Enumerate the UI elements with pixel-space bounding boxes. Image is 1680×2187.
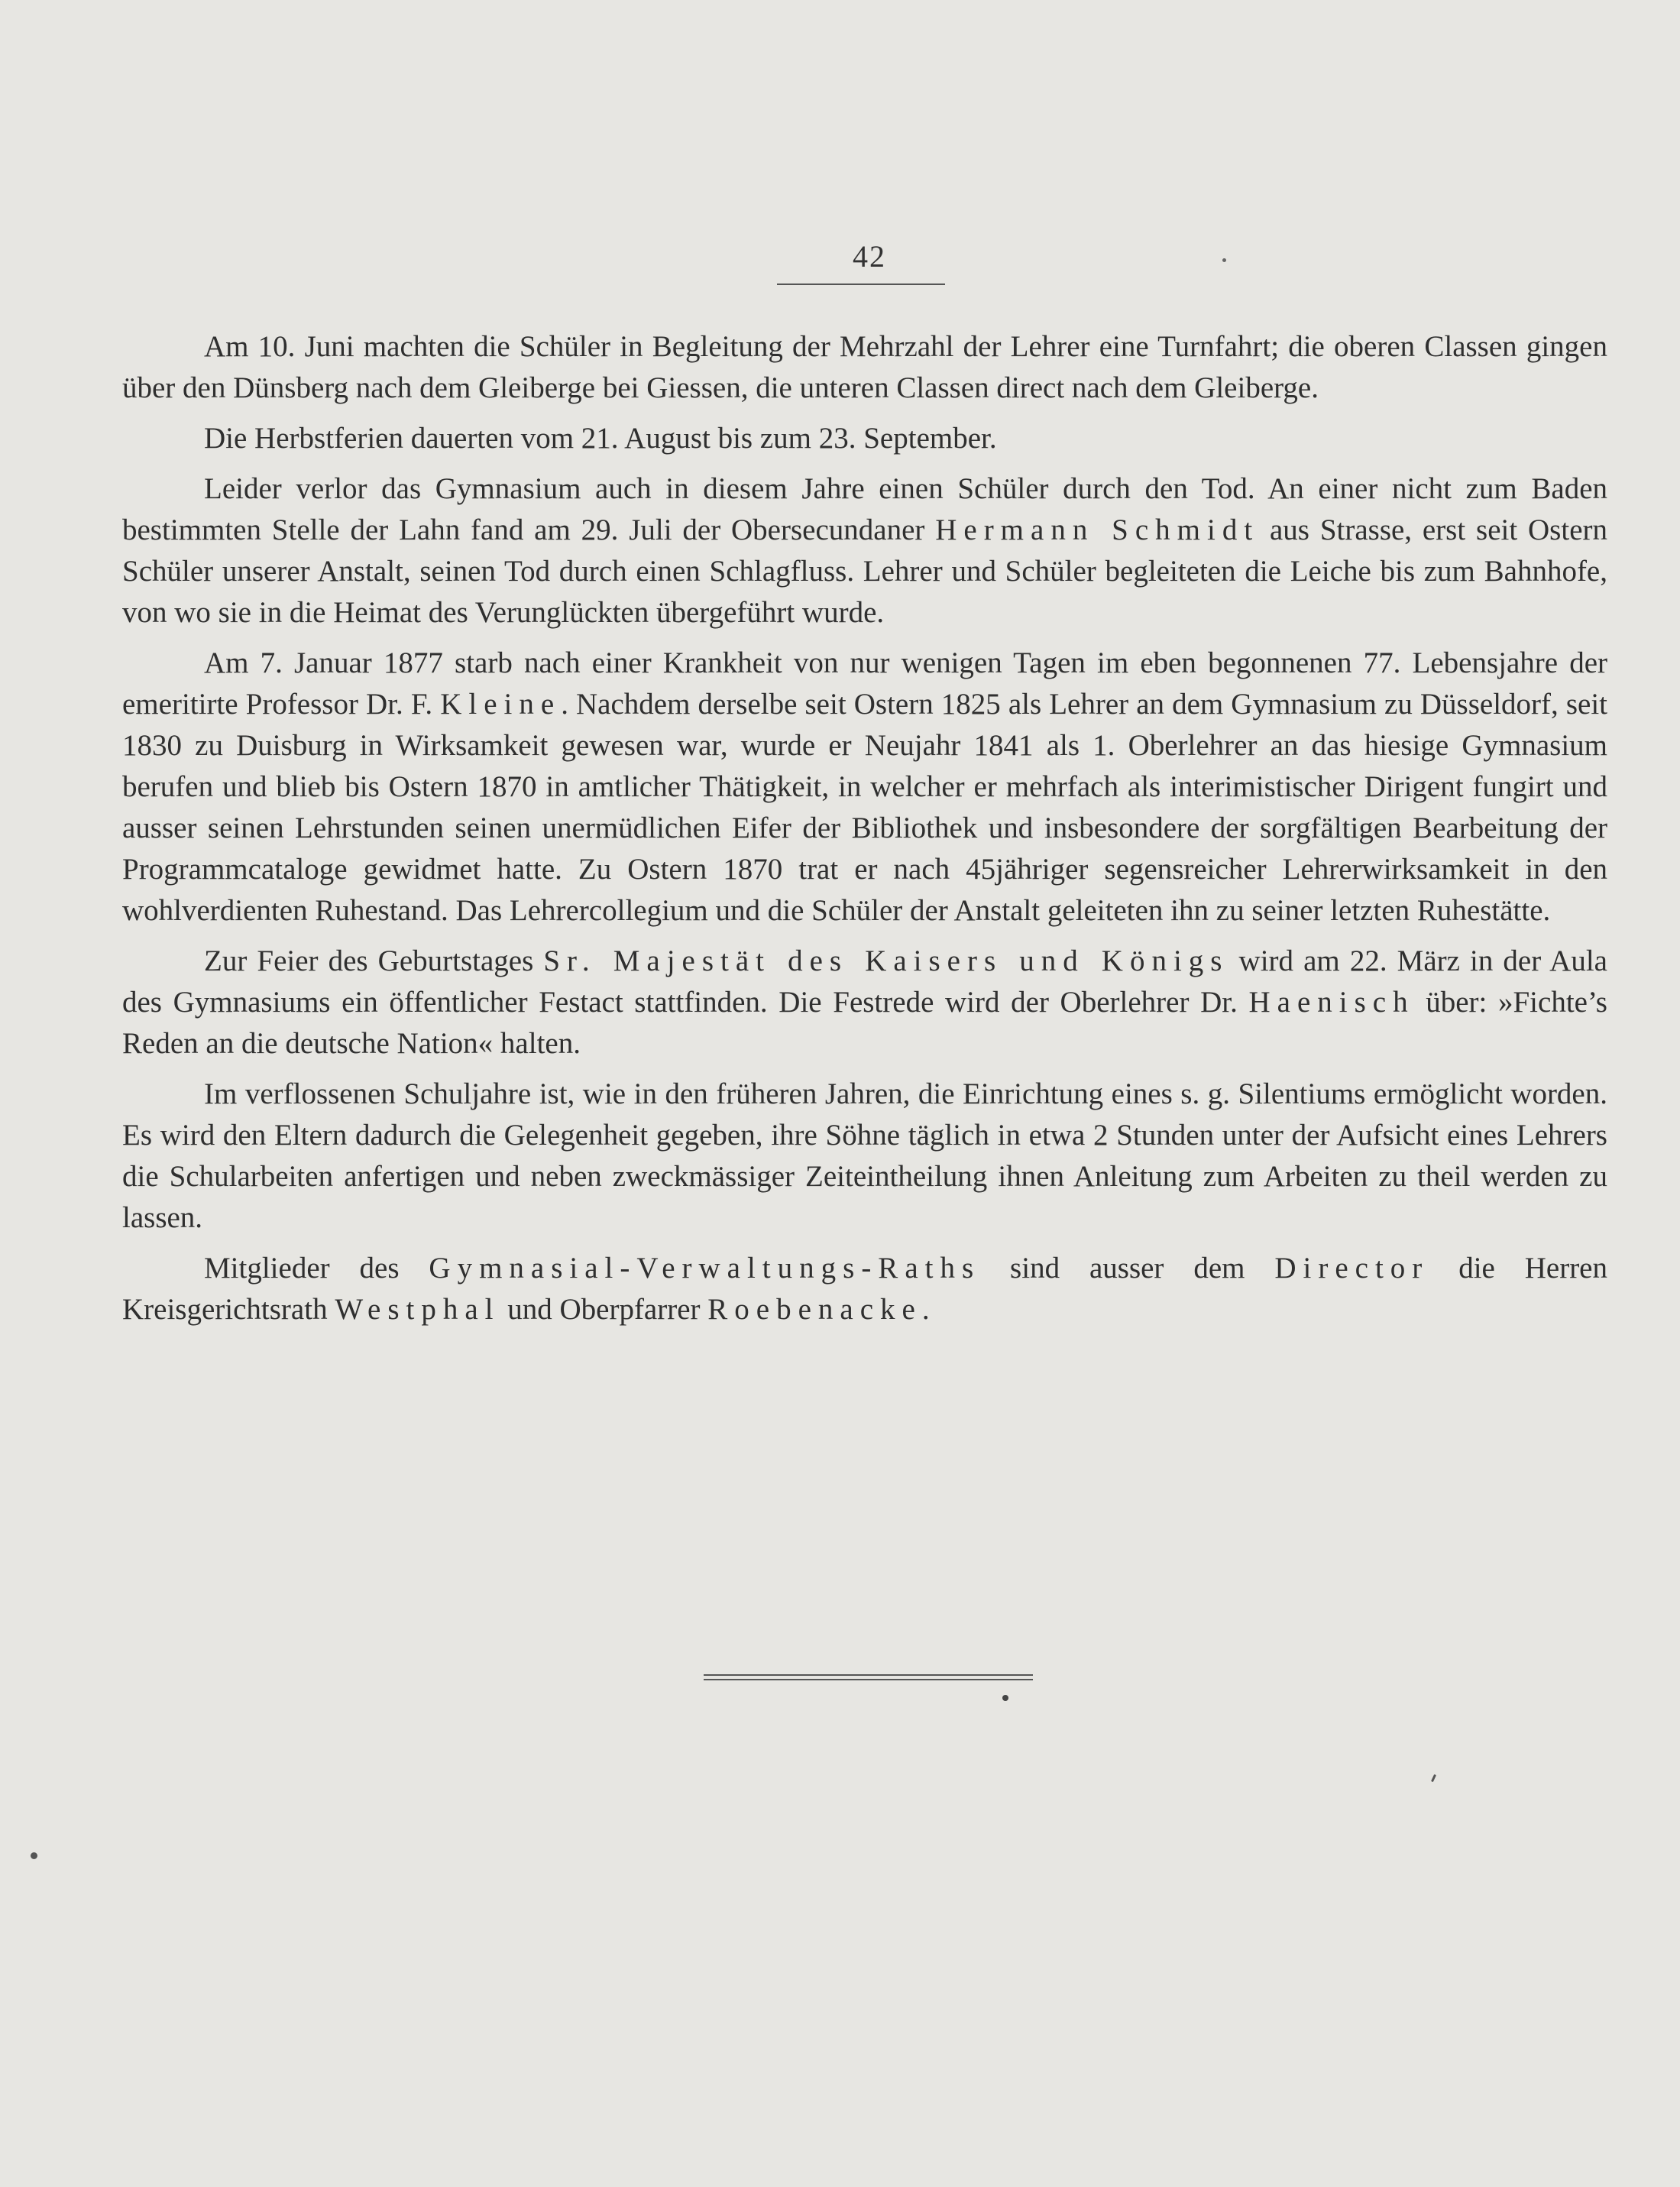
text-run: Am 7. Januar 1877 starb nach einer Krankheit von nur wenigen Tagen im eben begonnenen 77. Lebensjahre der emeritirte Professor Dr. F. bbox=[122, 646, 1607, 721]
spaced-name: Haenisch bbox=[1248, 986, 1415, 1019]
text-run: Die Herbstferien dauerten vom 21. August bis zum 23. September. bbox=[204, 422, 997, 455]
page-number: 42 bbox=[853, 239, 886, 274]
text-run: . bbox=[921, 1293, 930, 1326]
spaced-name: Westphal bbox=[335, 1293, 500, 1326]
paragraph-p5 bbox=[122, 941, 1607, 1064]
text-run: sind ausser dem bbox=[980, 1252, 1275, 1285]
text-run: Am 10. Juni machten die Schüler in Begleitung der Mehrzahl der Lehrer eine Turnfahrt; die oberen Classen gingen über den Dünsberg nach dem Gleiberge bei Giessen, die unteren Classen direct nach dem Gleiberge. bbox=[122, 330, 1607, 404]
spaced-name: Director bbox=[1274, 1252, 1429, 1285]
paragraph-p7 bbox=[122, 1248, 1607, 1330]
paragraph-p1 bbox=[122, 326, 1607, 409]
body-text bbox=[122, 326, 1607, 1340]
closing-rule-upper bbox=[704, 1674, 1033, 1676]
header-rule bbox=[777, 284, 945, 285]
closing-dot bbox=[1002, 1695, 1008, 1701]
text-run: und Oberpfarrer bbox=[500, 1293, 708, 1326]
text-run: die Herren Kreisgerichtsrath bbox=[122, 1252, 1607, 1326]
text-run: Zur Feier des Geburtstages bbox=[204, 944, 544, 977]
spaced-name: Hermann Schmidt bbox=[935, 514, 1260, 546]
closing-double-rule bbox=[704, 1674, 1033, 1680]
paragraph-p4 bbox=[122, 643, 1607, 932]
text-run: wird am 22. März in der Aula des Gymnasiums ein öffentlicher Festact stattfinden. Die Festrede wird der Oberlehrer Dr. bbox=[122, 944, 1607, 1019]
header-speck bbox=[1222, 258, 1226, 262]
text-run: . Nachdem derselbe seit Ostern 1825 als Lehrer an dem Gymnasium zu Düsseldorf, seit 1830 zu Duisburg in Wirksamkeit gewesen war, wurde er Neujahr 1841 als 1. Oberlehrer an das hiesige Gymnasium berufen und blieb bis Ostern 1870 in amtlicher Thätigkeit, in welcher er mehrfach als interimistischer Dirigent fungirt und ausser seinen Lehrstunden seinen unermüdlichen Eifer der Bibliothek und insbesondere der sorgfältigen Bearbeitung der Programmcataloge gewidmet hatte. Zu Ostern 1870 trat er nach 45jähriger segensreicher Lehrerwirksamkeit in den wohlverdienten Ruhestand. Das Lehrercollegium und die Schüler der Anstalt geleiteten ihn zu seiner letzten Ruhestätte. bbox=[122, 688, 1607, 927]
spaced-name: Gymnasial-Verwaltungs-Raths bbox=[429, 1252, 981, 1285]
text-run: Im verflossenen Schuljahre ist, wie in den früheren Jahren, die Einrichtung eines s. g. Silentiums ermöglicht worden. Es wird den Eltern dadurch die Gelegenheit gegeben, ihre Söhne täglich in etwa 2 Stunden unter der Aufsicht eines Lehrers die Schularbeiten anfertigen und neben zweckmässiger Zeiteintheilung ihnen Anleitung zum Arbeiten zu theil werden zu lassen. bbox=[122, 1077, 1607, 1234]
spaced-name: Sr. Majestät des Kaisers und Königs bbox=[543, 944, 1229, 977]
spaced-name: Kleine bbox=[440, 688, 562, 721]
paragraph-p6 bbox=[122, 1074, 1607, 1239]
text-run: Mitglieder des bbox=[204, 1252, 429, 1285]
spaced-name: Roebenacke bbox=[707, 1293, 922, 1326]
paragraph-p2 bbox=[122, 418, 1607, 459]
text-run: Leider verlor das Gymnasium auch in diesem Jahre einen Schüler durch den Tod. An einer nicht zum Baden bestimmten Stelle der Lahn fand am 29. Juli der Obersecundaner bbox=[122, 472, 1607, 546]
paragraph-p3 bbox=[122, 468, 1607, 633]
margin-speck bbox=[31, 1852, 37, 1859]
text-run: aus Strasse, erst seit Ostern Schüler unserer Anstalt, seinen Tod durch einen Schlagfluss. Lehrer und Schüler begleiteten die Leiche bis zum Bahnhofe, von wo sie in die Heimat des Verunglückten übergeführt wurde. bbox=[122, 514, 1607, 629]
margin-speck bbox=[1431, 1774, 1436, 1782]
closing-rule-lower bbox=[704, 1679, 1033, 1680]
text-run: über: »Fichte’s Reden an die deutsche Nation« halten. bbox=[122, 986, 1607, 1060]
